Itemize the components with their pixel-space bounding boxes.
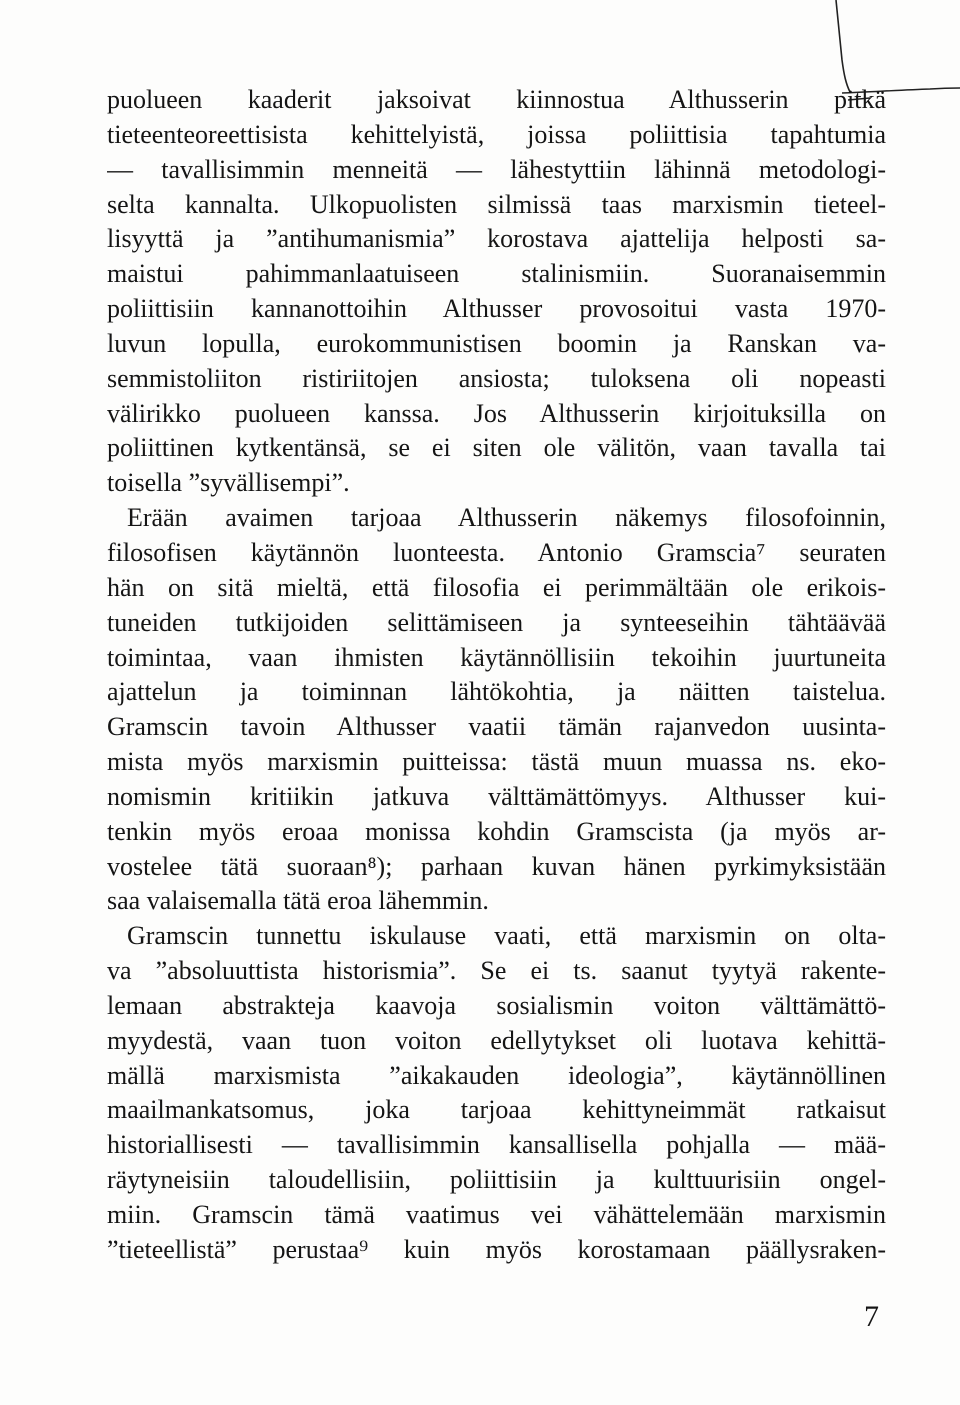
text-line: tenkin myös eroaa monissa kohdin Gramscista (ja myös ar- <box>107 816 886 846</box>
text-line: maailmankatsomus, joka tarjoaa kehittyneimmät ratkaisut <box>107 1095 886 1125</box>
paragraph-start-line: Gramscin tunnettu iskulause vaati, että marxismin on olta- <box>127 921 886 951</box>
text-line: räytyneisiin taloudellisiin, poliittisiin ja kulttuurisiin ongel- <box>107 1165 886 1195</box>
text-line: nomismin kritiikin jatkuva välttämättömyys. Althusser kui- <box>107 781 886 811</box>
text-line: va ”absoluuttista historismia”. Se ei ts. saanut tyytyä rakente- <box>107 956 886 986</box>
text-line: ”tieteellistä” perustaa⁹ kuin myös korostamaan päällysraken- <box>107 1234 886 1264</box>
text-line: — tavallisimmin menneitä — lähestyttiin lähinnä metodologi- <box>107 154 886 184</box>
text-line: maistui pahimmanlaatuiseen stalinismiin. Suoranaisemmin <box>107 259 886 289</box>
text-line: lemaan abstrakteja kaavoja sosialismin voiton välttämättö- <box>107 990 886 1020</box>
text-line: hän on sitä mieltä, että filosofia ei perimmältään ole erikois- <box>107 572 886 602</box>
text-line: toimintaa, vaan ihmisten käytännöllisiin tekoihin juurtuneita <box>107 642 886 672</box>
paragraph-end-line: toisella ”syvällisempi”. <box>107 468 350 498</box>
text-line: myydestä, vaan tuon voiton edellytykset oli luotava kehittä- <box>107 1025 886 1055</box>
text-line: välirikko puolueen kanssa. Jos Althusserin kirjoituksilla on <box>107 398 886 428</box>
text-line: poliittisiin kannanottoihin Althusser provosoitui vasta 1970- <box>107 294 886 324</box>
text-line: tieteenteoreettisista kehittelyistä, joissa poliittisia tapahtumia <box>107 119 886 149</box>
text-line: Gramscin tavoin Althusser vaatii tämän rajanvedon uusinta- <box>107 712 886 742</box>
page-number: 7 <box>864 1300 879 1333</box>
text-line: historiallisesti — tavallisimmin kansallisella pohjalla — mää- <box>107 1130 886 1160</box>
text-line: ajattelun ja toiminnan lähtökohtia, ja näitten taistelua. <box>107 677 886 707</box>
text-line: lisyyttä ja ”antihumanismia” korostava ajattelija helposti sa- <box>107 224 886 254</box>
text-line: mällä marxismista ”aikakauden ideologia”, käytännöllinen <box>107 1060 886 1090</box>
text-line: puolueen kaaderit jaksoivat kiinnostua Althusserin pitkä <box>107 85 886 114</box>
text-line: mista myös marxismin puitteissa: tästä muun muassa ns. eko- <box>107 747 886 777</box>
text-line: semmistoliiton ristiriitojen ansiosta; tuloksena oli nopeasti <box>107 363 886 393</box>
paragraph-start-line: Erään avaimen tarjoaa Althusserin näkemys filosofoinnin, <box>127 503 886 533</box>
text-line: tuneiden tutkijoiden selittämiseen ja synteeseihin tähtäävää <box>107 607 886 637</box>
text-line: miin. Gramscin tämä vaatimus vei vähättelemään marxismin <box>107 1200 886 1229</box>
text-line: luvun lopulla, eurokommunistisen boomin ja Ranskan va- <box>107 328 886 358</box>
paragraph-end-line: saa valaisemalla tätä eroa lähemmin. <box>107 886 489 916</box>
text-line: poliittinen kytkentänsä, se ei siten ole välitön, vaan tavalla tai <box>107 433 886 463</box>
body-text <box>107 83 886 1268</box>
text-line: selta kannalta. Ulkopuolisten silmissä taas marxismin tieteel- <box>107 189 886 219</box>
text-line: vostelee tätä suoraan⁸); parhaan kuvan hänen pyrkimyksistään <box>107 851 886 881</box>
text-line: filosofisen käytännön luonteesta. Antonio Gramscia⁷ seuraten <box>107 537 886 567</box>
